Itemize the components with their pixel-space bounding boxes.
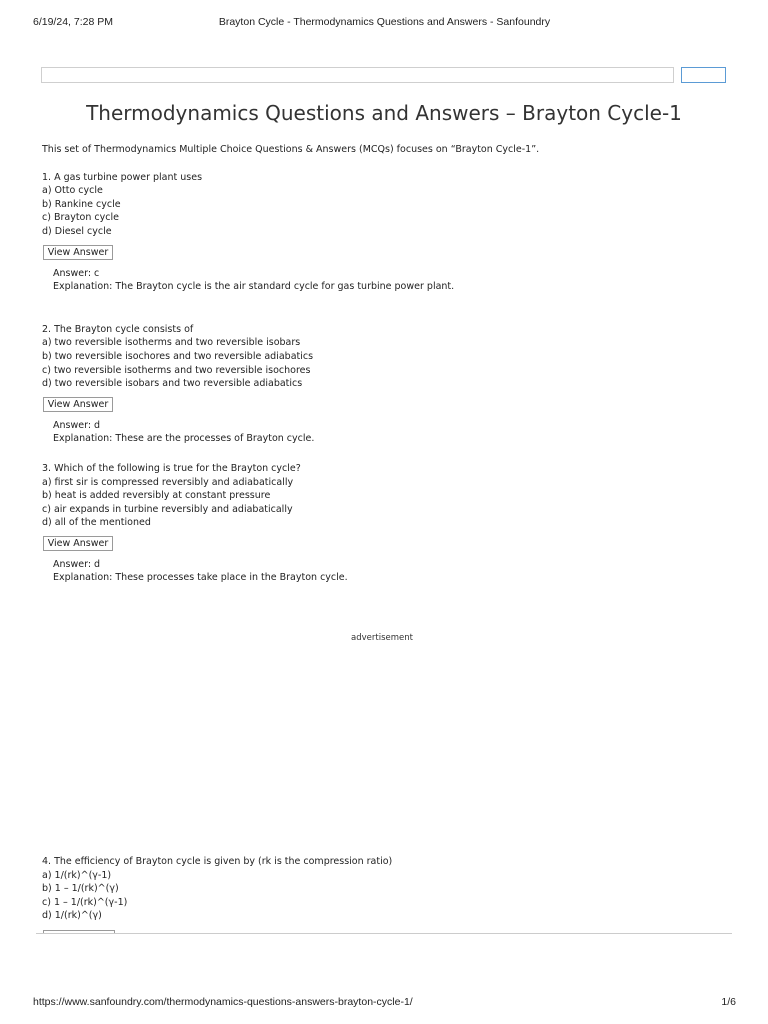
question-4	[42, 855, 392, 923]
question-text: 4. The efficiency of Brayton cycle is given by (rk is the compression ratio)	[42, 856, 393, 867]
answer-panel	[53, 419, 722, 446]
print-page-title: Brayton Cycle - Thermodynamics Questions and Answers - Sanfoundry	[218, 16, 551, 28]
view-answer-button[interactable]: View Answer	[43, 245, 113, 260]
print-datetime: 6/19/24, 7:28 PM	[33, 16, 113, 28]
question-3	[42, 462, 722, 585]
option-c: c) air expands in turbine reversibly and adiabatically	[42, 503, 293, 515]
answer-panel	[53, 558, 722, 585]
option-c: c) 1 – 1/(rk)^(γ-1)	[42, 896, 128, 908]
search-button[interactable]	[681, 67, 726, 83]
option-d: d) all of the mentioned	[42, 517, 151, 529]
question-text: 2. The Brayton cycle consists of	[42, 323, 194, 335]
page-divider	[36, 933, 732, 934]
view-answer-button[interactable]: View Answer	[43, 397, 113, 412]
option-a: a) Otto cycle	[42, 185, 103, 197]
option-d: d) Diesel cycle	[42, 225, 112, 237]
option-a: a) 1/(rk)^(γ-1)	[42, 869, 112, 881]
option-b: b) 1 – 1/(rk)^(γ)	[42, 883, 119, 895]
question-options	[42, 869, 392, 923]
print-url: https://www.sanfoundry.com/thermodynamics-questions-answers-brayton-cycle-1/	[33, 996, 413, 1008]
explanation-text: Explanation: These are the processes of Brayton cycle.	[53, 433, 315, 445]
answer-text: Answer: d	[53, 558, 101, 570]
question-options	[42, 184, 722, 238]
option-b: b) Rankine cycle	[42, 198, 121, 210]
print-page-number: 1/6	[721, 996, 736, 1008]
search-input[interactable]	[41, 67, 674, 83]
option-b: b) heat is added reversibly at constant pressure	[42, 490, 271, 502]
option-a: a) first sir is compressed reversibly and adiabatically	[42, 476, 294, 488]
question-options	[42, 336, 722, 390]
view-answer-button[interactable]: View Answer	[43, 536, 113, 551]
explanation-text: Explanation: These processes take place in the Brayton cycle.	[53, 572, 348, 584]
answer-panel	[53, 267, 722, 294]
question-options	[42, 476, 722, 530]
advertisement-label: advertisement	[351, 633, 413, 643]
option-d: d) 1/(rk)^(γ)	[42, 910, 102, 922]
article-body	[42, 143, 722, 922]
explanation-text: Explanation: The Brayton cycle is the air standard cycle for gas turbine power plant.	[53, 281, 455, 293]
option-a: a) two reversible isotherms and two reversible isobars	[42, 337, 301, 349]
answer-text: Answer: d	[53, 419, 101, 431]
option-b: b) two reversible isochores and two reversible adiabatics	[42, 350, 314, 362]
article-intro: This set of Thermodynamics Multiple Choice Questions & Answers (MCQs) focuses on “Brayton Cycle-1”.	[42, 144, 540, 155]
question-1	[42, 171, 722, 294]
option-c: c) two reversible isotherms and two reversible isochores	[42, 364, 311, 376]
question-text: 3. Which of the following is true for the Brayton cycle?	[42, 462, 301, 474]
article-title: Thermodynamics Questions and Answers – Brayton Cycle-1	[86, 101, 682, 125]
option-d: d) two reversible isobars and two reversible adiabatics	[42, 378, 303, 390]
option-c: c) Brayton cycle	[42, 212, 119, 224]
question-text: 1. A gas turbine power plant uses	[42, 171, 203, 183]
answer-text: Answer: c	[53, 267, 100, 279]
question-2	[42, 323, 722, 446]
